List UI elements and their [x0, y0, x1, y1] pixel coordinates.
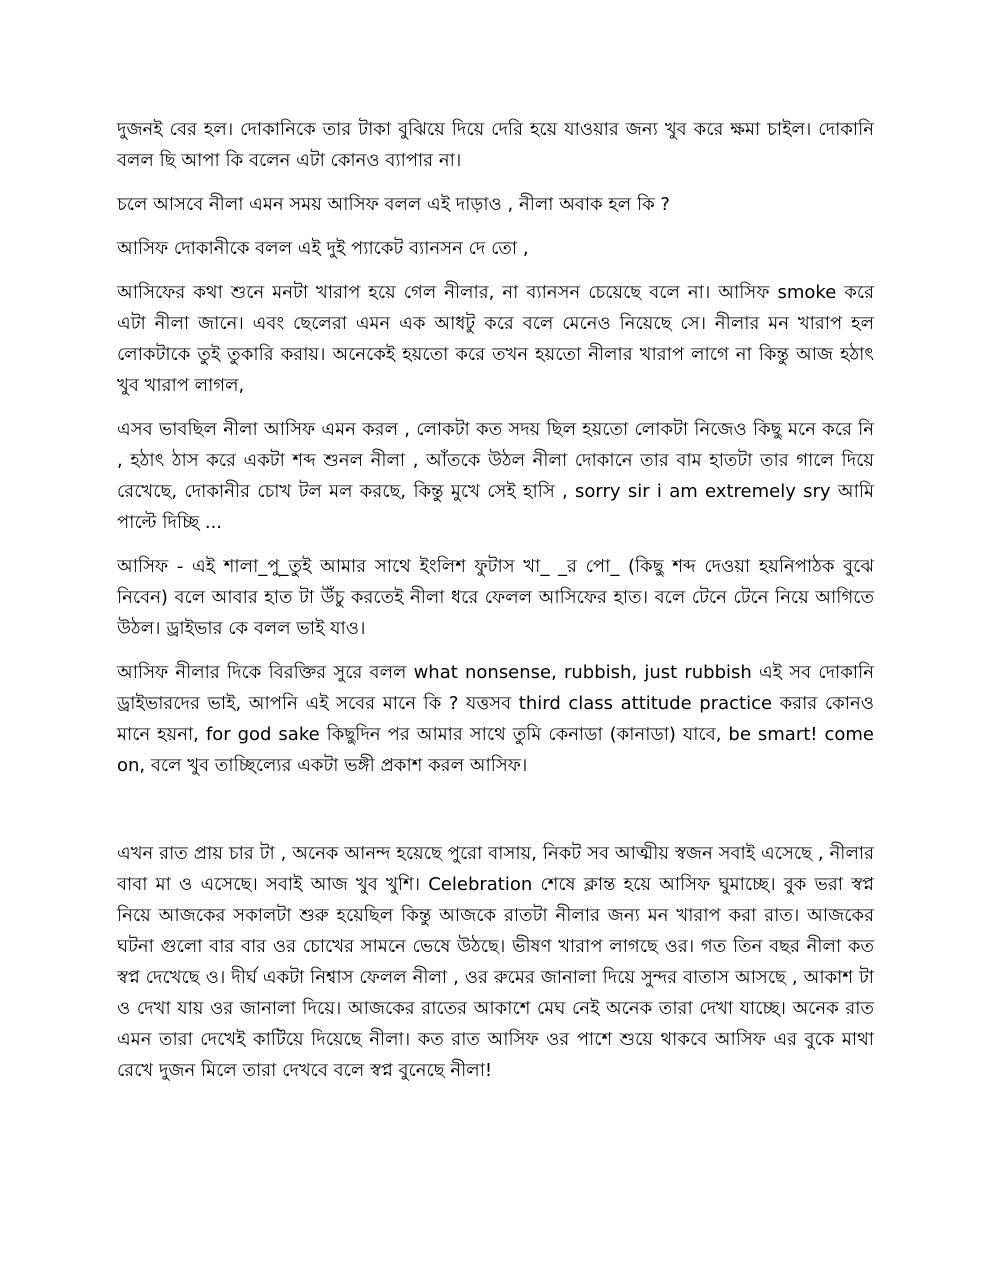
paragraph-5: এসব ভাবছিল নীলা আসিফ এমন করল , লোকটা কত সদয় ছিল হয়তো লোকটা নিজেও কিছু মনে করে নি , হঠাৎ ঠাস করে একটা শব্দ শুনল নীলা , আঁতকে উঠল নীলা দোকানে তার বাম হাতটা তার গালে দিয়ে রেখেছে, দোকানীর চোখ টল মল করছে, কিন্তু মুখে সেই হাসি , sorry sir i am extremely sry আমি পাল্টে দিচ্ছি ... [117, 419, 874, 533]
paragraph-4: আসিফের কথা শুনে মনটা খারাপ হয়ে গেল নীলার, না ব্যানসন চেয়েছে বলে না। আসিফ smoke করে এটা নীলা জানে। এবং ছেলেরা এমন এক আধটু করে বলে মেনেও নিয়েছে সে। নীলার মন খারাপ হল লোকটাকে তুই তুকারি করায়। অনেকেই হয়তো করে তখন হয়তো নীলার খারাপ লাগে না কিন্তু আজ হঠাৎ খুব খারাপ লাগল, [117, 282, 874, 396]
paragraph-6: আসিফ - এই শালা_পু_তুই আমার সাথে ইংলিশ ফুটাস খা_ _র পো_ (কিছু শব্দ দেওয়া হয়নিপাঠক বুঝে নিবেন) বলে আবার হাত টা উঁচু করতেই নীলা ধরে ফেলল আসিফের হাত। বলে টেনে টেনে নিয়ে আগিতে উঠল। ড্রাইভার কে বলল ভাই যাও। [117, 556, 874, 639]
document-page [117, 114, 874, 1099]
paragraph-1: দুজনই বের হল। দোকানিকে তার টাকা বুঝিয়ে দিয়ে দেরি হয়ে যাওয়ার জন্য খুব করে ক্ষমা চাইল। দোকানি বলল ছি আপা কি বলেন এটা কোনও ব্যাপার না। [117, 119, 874, 171]
paragraph-7: আসিফ নীলার দিকে বিরক্তির সুরে বলল what nonsense, rubbish, just rubbish এই সব দোকানি ড্রাইভারদের ভাই, আপনি এই সবের মানে কি ? যত্তসব third class attitude practice করার কোনও মানে হয়না, for god sake কিছুদিন পর আমার সাথে তুমি কেনাডা (কানাডা) যাবে, be smart! come on, বলে খুব তাচ্ছিল্যের একটা ভঙ্গী প্রকাশ করল আসিফ। [117, 662, 874, 776]
paragraph-2: চলে আসবে নীলা এমন সময় আসিফ বলল এই দাড়াও , নীলা অবাক হল কি ? [117, 194, 670, 215]
section-break [117, 794, 874, 838]
paragraph-3: আসিফ দোকানীকে বলল এই দুই প্যাকেট ব্যানসন দে তো , [117, 238, 529, 259]
paragraph-8: এখন রাত প্রায় চার টা , অনেক আনন্দ হয়েছে পুরো বাসায়, নিকট সব আত্মীয় স্বজন সবাই এসেছে , নীলার বাবা মা ও এসেছে। সবাই আজ খুব খুশি। Celebration শেষে ক্লান্ত হয়ে আসিফ ঘুমাচ্ছে। বুক ভরা স্বপ্ন নিয়ে আজকের সকালটা শুরু হয়েছিল কিন্তু আজকে রাতটা নীলার জন্য মন খারাপ করা রাত। আজকের ঘটনা গুলো বার বার ওর চোখের সামনে ভেষে উঠছে। ভীষণ খারাপ লাগছে ওর। গত তিন বছর নীলা কত স্বপ্ন দেখেছে ও। দীর্ঘ একটা নিশ্বাস ফেলল নীলা , ওর রুমের জানালা দিয়ে সুন্দর বাতাস আসছে , আকাশ টা ও দেখা যায় ওর জানালা দিয়ে। আজকের রাতের আকাশে মেঘ নেই অনেক তারা দেখা যাচ্ছে। অনেক রাত এমন তারা দেখেই কাটিয়ে দিয়েছে নীলা। কত রাত আসিফ ওর পাশে শুয়ে থাকবে আসিফ এর বুকে মাথা রেখে দুজন মিলে তারা দেখবে বলে স্বপ্ন বুনেছে নীলা! [117, 843, 874, 1081]
